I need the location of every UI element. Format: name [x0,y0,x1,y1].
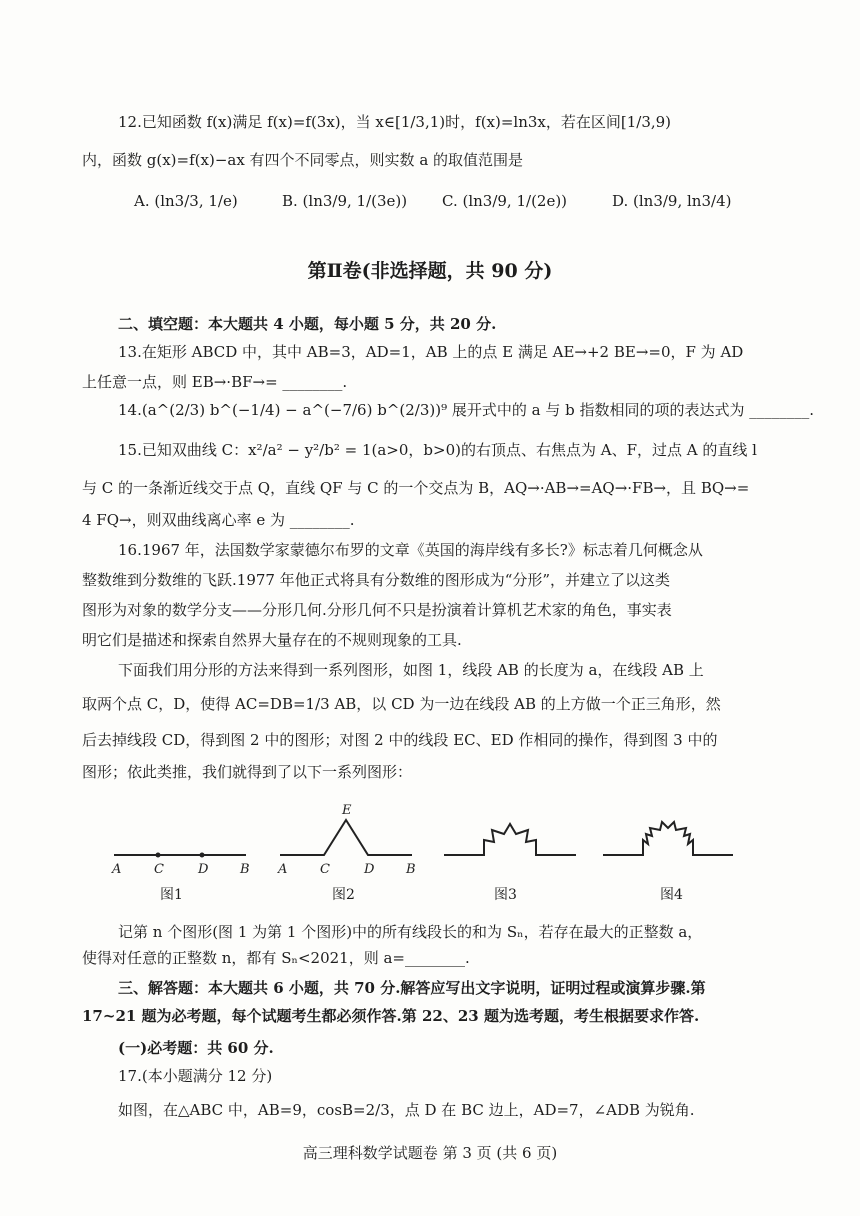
answer-header-line1: 三、解答题：本大题共 6 小题，共 70 分.解答应写出文字说明，证明过程或演算步骤.第 [118,979,706,997]
q12-line2: 内，函数 g(x)=f(x)−ax 有四个不同零点，则实数 a 的取值范围是 [82,151,524,169]
q17-text: 如图，在△ABC 中，AB=9，cosB=2/3，点 D 在 BC 边上，AD=7，∠ADB 为锐角. [118,1101,695,1119]
q13-line2: 上任意一点，则 EB→·BF→= ________. [82,373,348,391]
fig1-label-d: D [198,862,209,877]
q12-option-a: A. (ln3/3, 1/e) [134,192,238,210]
fig1-label-a: A [112,862,122,877]
q16-p2-line4: 图形；依此类推，我们就得到了以下一系列图形： [82,763,413,781]
fig2-label-d: D [364,862,375,877]
fig2-label-c: C [320,862,330,877]
q16-p1-line1: 16.1967 年，法国数学家蒙德尔布罗的文章《英国的海岸线有多长?》标志着几何概念从 [118,541,703,559]
page-footer: 高三理科数学试题卷 第 3 页 (共 6 页) [302,1144,558,1162]
q15-line1: 15.已知双曲线 C：x²/a² − y²/b² = 1(a>0，b>0)的右顶点、右焦点为 A、F，过点 A 的直线 l [118,441,757,459]
caption-fig3: 图3 [494,887,517,903]
answer-header-line2: 17~21 题为必考题，每个试题考生都必须作答.第 22、23 题为选考题，考生根据要求作答. [82,1007,700,1025]
section2-title: 第Ⅱ卷(非选择题，共 90 分) [307,260,553,282]
q16-p3-line1: 记第 n 个图形(图 1 为第 1 个图形)中的所有线段长的和为 Sₙ，若存在最大的正整数 a， [118,923,703,941]
caption-fig1: 图1 [160,887,183,903]
point-d-dot [200,853,205,858]
q15-line3: 4 FQ→，则双曲线离心率 e 为 ________. [82,511,355,529]
q14: 14.(a^(2/3) b^(−1/4) − a^(−7/6) b^(2/3))⁹ 展开式中的 a 与 b 指数相同的项的表达式为 ________. [118,401,815,419]
fractal-figures [100,800,740,880]
q16-p1-line2: 整数维到分数维的飞跃.1977 年他正式将具有分数维的图形成为“分形”，并建立了以这类 [82,571,671,589]
q12-option-c: C. (ln3/9, 1/(2e)) [442,192,568,210]
q17-head: 17.(本小题满分 12 分) [118,1067,273,1085]
point-c-dot [156,853,161,858]
fig2-label-e: E [342,803,352,818]
q16-p2-line3: 后去掉线段 CD，得到图 2 中的图形；对图 2 中的线段 EC、ED 作相同的操作，得到图 3 中的 [82,731,718,749]
fig2-shape [280,820,412,855]
caption-fig2: 图2 [332,887,355,903]
fill-header: 二、填空题：本大题共 4 小题，每小题 5 分，共 20 分. [118,315,497,333]
caption-fig4: 图4 [660,887,683,903]
fig2-label-a: A [278,862,288,877]
q12-line1: 12.已知函数 f(x)满足 f(x)=f(3x)，当 x∈[1/3,1)时，f(x)=ln3x，若在区间[1/3,9) [118,113,672,131]
q15-line2: 与 C 的一条渐近线交于点 Q，直线 QF 与 C 的一个交点为 B，AQ→·AB→=AQ→·FB→，且 BQ→= [82,479,750,497]
fig1-label-b: B [240,862,250,877]
fig4-shape [603,822,733,855]
q12-option-b: B. (ln3/9, 1/(3e)) [282,192,408,210]
fig1-label-c: C [154,862,164,877]
q16-p1-line3: 图形为对象的数学分支——分形几何.分形几何不只是扮演着计算机艺术家的角色，事实表 [82,601,672,619]
q16-p1-line4: 明它们是描述和探索自然界大量存在的不规则现象的工具. [82,631,462,649]
q12-option-d: D. (ln3/9, ln3/4) [612,192,732,210]
fig2-label-b: B [406,862,416,877]
q16-p3-line2: 使得对任意的正整数 n，都有 Sₙ<2021，则 a=________. [82,949,470,967]
q16-p2-line1: 下面我们用分形的方法来得到一系列图形，如图 1，线段 AB 的长度为 a，在线段 AB 上 [118,661,704,679]
required-header: (一)必考题：共 60 分. [118,1039,274,1057]
q16-p2-line2: 取两个点 C，D，使得 AC=DB=1/3 AB，以 CD 为一边在线段 AB 的上方做一个正三角形，然 [82,695,721,713]
fig3-shape [444,824,576,855]
q13-line1: 13.在矩形 ABCD 中，其中 AB=3，AD=1，AB 上的点 E 满足 AE→+2 BE→=0，F 为 AD [118,343,744,361]
